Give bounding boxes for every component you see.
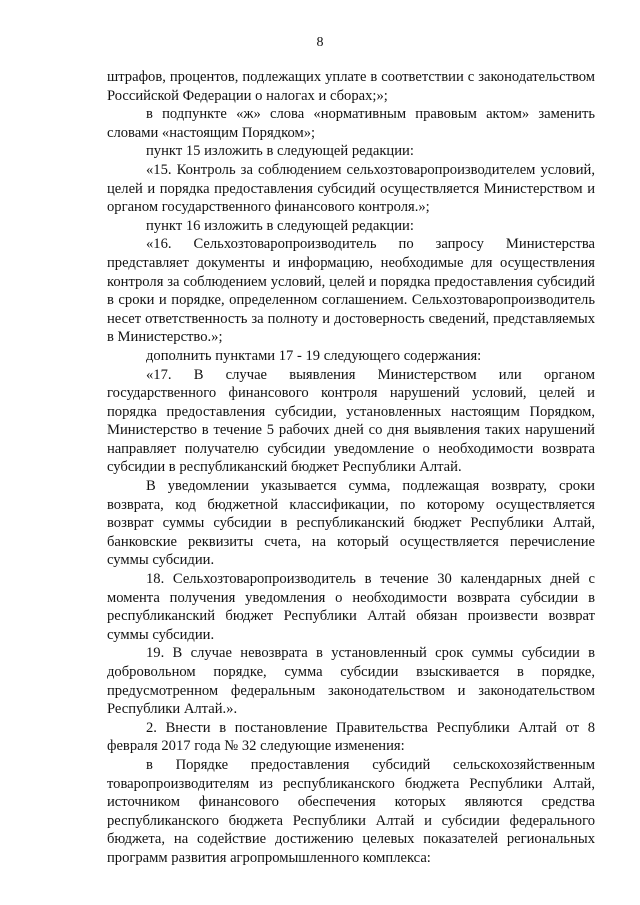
- document-body: [107, 68, 595, 868]
- paragraph-item-16-intro: пункт 16 изложить в следующей редакции:: [146, 217, 414, 234]
- paragraph-item-19: 19. В случае невозврата в установленный срок суммы субсидии в добровольном порядке, сумма субсидии взыскивается в порядке, предусмотренном федеральным законодательством и законодательством Республики Алтай.».: [107, 645, 595, 718]
- paragraph-notification: В уведомлении указывается сумма, подлежащая возврату, сроки возврата, код бюджетной классификации, по которому осуществляется возврат суммы субсидии в республиканский бюджет Республики Алтай, банковские реквизиты счета, на который осуществляется перечисление суммы субсидии.: [107, 478, 595, 569]
- paragraph-items-17-19-intro: дополнить пунктами 17 - 19 следующего содержания:: [146, 347, 482, 364]
- paragraph-item-15-intro: пункт 15 изложить в следующей редакции:: [146, 143, 414, 160]
- paragraph-item-17: «17. В случае выявления Министерством или органом государственного финансового контроля нарушений условий, целей и порядка предоставления субсидии, установленных настоящим Порядком, Министерство в течение 5 рабочих дней со дня выявления таких нарушений направляет получателю субсидии уведомление о необходимости возврата субсидии в республиканский бюджет Республики Алтай.: [107, 366, 595, 476]
- paragraph-subitem-zh: в подпункте «ж» слова «нормативным правовым актом» заменить словами «настоящим Порядком»;: [107, 106, 595, 141]
- paragraph-section-2: 2. Внести в постановление Правительства Республики Алтай от 8 февраля 2017 года № 32 следующие изменения:: [107, 719, 595, 755]
- paragraph-continuation: штрафов, процентов, подлежащих уплате в соответствии с законодательством Российской Федерации о налогах и сборах;»;: [107, 69, 595, 104]
- paragraph-item-16: «16. Сельхозтоваропроизводитель по запросу Министерства представляет документы и информацию, необходимые для осуществления контроля за соблюдением условий, целей и порядка предоставления субсидий в сроки и порядке, определенном соглашением. Сельхозтоваропроизводитель несет ответственность за полноту и достоверность сведений, представляемых в Министерство.»;: [107, 236, 595, 346]
- paragraph-item-15: «15. Контроль за соблюдением сельхозтоваропроизводителем условий, целей и порядка предоставления субсидий осуществляется Министерством и органом государственного финансового контроля.»;: [107, 161, 595, 216]
- page-number: 8: [316, 35, 324, 50]
- paragraph-item-18: 18. Сельхозтоваропроизводитель в течение 30 календарных дней с момента получения уведомления о необходимости возврата субсидии в республиканский бюджет Республики Алтай обязан произвести возврат суммы субсидии.: [107, 571, 595, 643]
- paragraph-procedure: в Порядке предоставления субсидий сельскохозяйственным товаропроизводителям из республиканского бюджета Республики Алтай, источником финансового обеспечения которых являются средства республиканского бюджета Республики Алтай и субсидии федерального бюджета, на содействие достижению целевых показателей региональных программ развития агропромышленного комплекса:: [107, 756, 595, 866]
